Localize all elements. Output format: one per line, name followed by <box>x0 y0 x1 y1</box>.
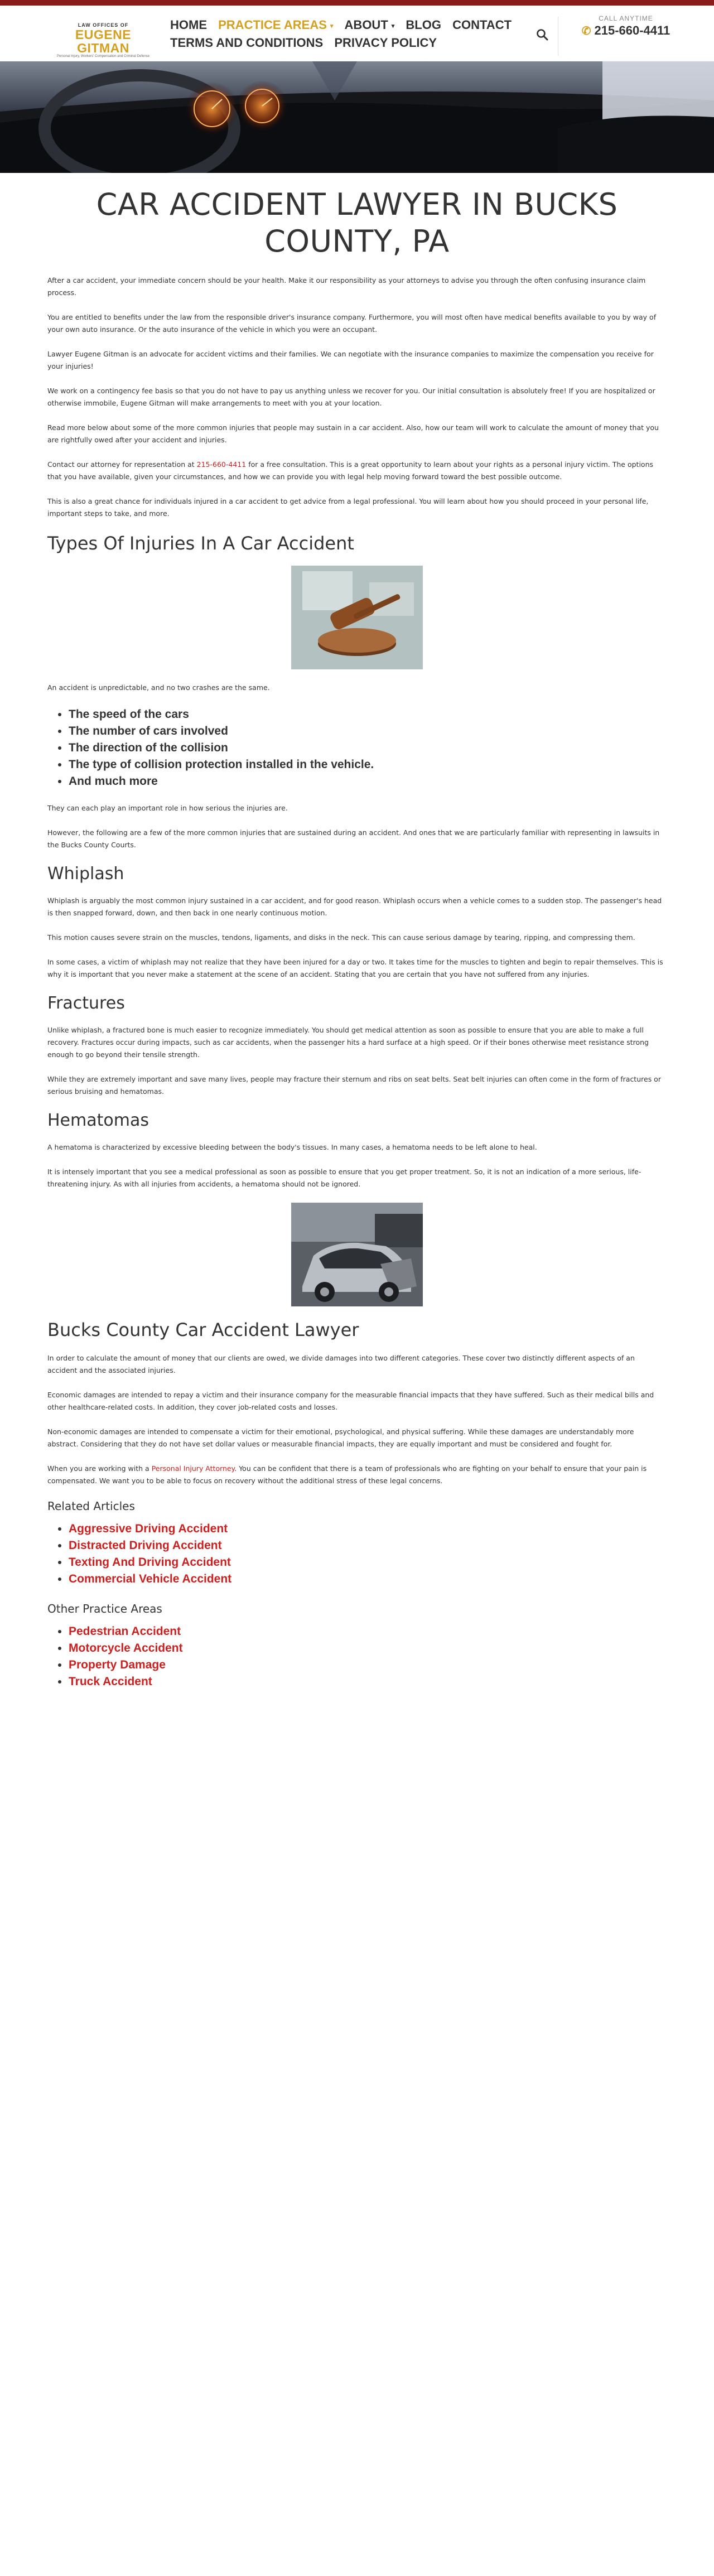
chance-paragraph: This is also a great chance for individuals injured in a car accident to get advice from a legal professional. You will learn about how you should proceed in your personal life, important steps to take, and more. <box>47 497 649 518</box>
header-phone-link[interactable] <box>570 22 682 40</box>
nav-privacy-policy[interactable]: PRIVACY POLICY <box>334 36 437 50</box>
list-item: • And much more <box>69 773 667 790</box>
chevron-down-icon: ▾ <box>391 22 395 30</box>
nav-about-label: ABOUT <box>344 18 388 32</box>
list-item <box>69 1571 667 1588</box>
logo-name: EUGENE GITMAN <box>75 27 132 55</box>
list-item <box>69 1554 667 1571</box>
intro-paragraph: Read more below about some of the more common injuries that people may sustain in a car accident. Also, how our team will work to calculate the amount of money that you are rightfully owed after your accident and injuries. <box>47 423 659 444</box>
page-title: CAR ACCIDENT LAWYER IN BUCKS COUNTY, PA <box>96 187 618 259</box>
practice-area-link[interactable]: Motorcycle Accident <box>69 1642 183 1654</box>
related-articles-list <box>47 1521 667 1588</box>
top-accent-bar <box>0 0 714 6</box>
fractures-paragraph: Unlike whiplash, a fractured bone is much easier to recognize immediately. You should get medical attention as soon as possible to ensure that you are able to make a full recovery. Fractures occur during impacts, such as car accidents, when the passenger hits a hard surface at a high speed. Or if their bones otherwise meet resistance strong enough to go beyond their tensile strength. <box>47 1026 649 1059</box>
list-item <box>69 1537 667 1554</box>
list-item: • The number of cars involved <box>69 723 667 740</box>
unpredictable-paragraph: An accident is unpredictable, and no two crashes are the same. <box>47 683 270 692</box>
nav-contact[interactable]: CONTACT <box>452 18 512 32</box>
types-of-injuries-heading: Types Of Injuries In A Car Accident <box>47 533 354 554</box>
bucks-county-heading: Bucks County Car Accident Lawyer <box>47 1319 359 1340</box>
call-box <box>570 15 682 40</box>
bucks-paragraph: Non-economic damages are intended to compensate a victim for their emotional, psychological, and physical suffering. While these damages are understandably more abstract. Considering that they do not have set dollar values or measurable financial impacts, they are equally important and must be considered and fought for. <box>47 1427 634 1448</box>
crashed-car-image <box>291 1203 423 1306</box>
list-item: • The type of collision protection installed in the vehicle. <box>69 756 667 773</box>
intro-paragraph: After a car accident, your immediate concern should be your health. Make it our responsibility as your attorneys to advise you through the often confusing insurance claim process. <box>47 276 646 297</box>
bucks-paragraph: Economic damages are intended to repay a victim and their insurance company for the measurable financial impacts that they have suffered. Such as their medical bills and other healthcare-related costs. In addition, they cover job-related costs and losses. <box>47 1391 654 1411</box>
phone-icon: ✆ <box>581 25 591 37</box>
contact-text-before: Contact our attorney for representation at <box>47 460 197 469</box>
call-anytime-label: CALL ANYTIME <box>599 15 653 22</box>
contact-paragraph <box>47 459 667 483</box>
other-practice-areas-list <box>47 1623 667 1690</box>
header-phone-number: 215-660-4411 <box>594 23 670 37</box>
hematomas-paragraph: It is intensely important that you see a medical professional as soon as possible to ensure that you get proper treatment. So, it is not an indication of a more serious, life-threatening injury. As with all injuries from accidents, a hematoma should not be ignored. <box>47 1168 641 1188</box>
gavel-image <box>291 566 423 669</box>
site-logo[interactable] <box>47 22 159 58</box>
hematomas-paragraph: A hematoma is characterized by excessive bleeding between the body's tissues. In many cases, a hematoma needs to be left alone to heal. <box>47 1143 537 1151</box>
search-button[interactable] <box>536 28 549 41</box>
whiplash-paragraph: In some cases, a victim of whiplash may not realize that they have been injured for a day or two. It takes time for the muscles to tighten and begin to repair themselves. This is why it is important that you never make a statement at the scene of an accident. Stating that you are certain that you have not suffered from any injuries. <box>47 958 663 978</box>
site-header <box>0 6 714 62</box>
contact-text-after: for a free consultation. This is a great opportunity to learn about your rights as a personal injury victim. The options that you have available, given your circumstances, and how we can provide you with legal help moving forward toward the best possible outcome. <box>47 460 654 481</box>
list-item: • The direction of the collision <box>69 740 667 756</box>
list-item <box>69 1673 667 1690</box>
related-article-link[interactable]: Texting And Driving Accident <box>69 1556 231 1569</box>
practice-area-link[interactable]: Pedestrian Accident <box>69 1625 181 1638</box>
main-content <box>47 173 667 1705</box>
chevron-down-icon: ▾ <box>330 22 334 30</box>
nav-practice-areas-label: PRACTICE AREAS <box>218 18 327 32</box>
whiplash-paragraph: Whiplash is arguably the most common injury sustained in a car accident, and for good reason. Whiplash occurs when a vehicle comes to a sudden stop. The passenger's head is then snapped forward, down, and then back in one nearly continuous motion. <box>47 896 662 917</box>
hero-banner-image <box>0 61 714 173</box>
related-article-link[interactable]: Distracted Driving Accident <box>69 1539 222 1552</box>
contact-phone-link[interactable]: 215-660-4411 <box>196 460 247 469</box>
personal-injury-attorney-link[interactable]: Personal Injury Attorney <box>151 1464 235 1473</box>
main-navigation <box>170 18 516 54</box>
working-text-after: . You can be confident that there is a team of professionals who are fighting on your behalf to ensure that your pain is compensated. We want you to be able to focus on recovery without the additional stress of these legal concerns. <box>47 1464 647 1485</box>
nav-practice-areas[interactable] <box>218 18 333 32</box>
list-item <box>69 1657 667 1673</box>
hematomas-heading: Hematomas <box>47 1111 149 1130</box>
nav-terms-and-conditions[interactable]: TERMS AND CONDITIONS <box>170 36 324 50</box>
related-articles-heading: Related Articles <box>47 1499 135 1513</box>
role-paragraph: They can each play an important role in how serious the injuries are. <box>47 804 288 812</box>
nav-blog[interactable]: BLOG <box>406 18 441 32</box>
nav-about[interactable] <box>345 18 395 32</box>
list-item <box>69 1521 667 1537</box>
common-injuries-paragraph: However, the following are a few of the more common injuries that are sustained during an accident. And ones that we are particularly familiar with representing in lawsuits in the Bucks County Courts. <box>47 828 660 849</box>
logo-tagline: Personal Injury, Workers' Compensation and Criminal Defense <box>57 55 149 58</box>
list-item <box>69 1640 667 1657</box>
bucks-paragraph: In order to calculate the amount of money that our clients are owed, we divide damages into two different categories. These cover two distinctly different aspects of an accident and the associated injuries. <box>47 1354 635 1374</box>
intro-paragraph: We work on a contingency fee basis so that you do not have to pay us anything unless we recover for you. Our initial consultation is absolutely free! If you are hospitalized or otherwise immobile, Eugene Gitman will make arrangements to meet with you at your location. <box>47 387 655 407</box>
nav-home[interactable]: HOME <box>170 18 207 32</box>
intro-paragraph: You are entitled to benefits under the law from the responsible driver's insurance company. Furthermore, you will most often have medical benefits available to you by way of your own auto insurance. Or the auto insurance of the vehicle in which you were an occupant. <box>47 313 657 334</box>
car-dashboard-illustration <box>0 61 714 173</box>
whiplash-paragraph: This motion causes severe strain on the muscles, tendons, ligaments, and disks in the neck. This can cause serious damage by tearing, ripping, and compressing them. <box>47 933 635 942</box>
other-practice-areas-heading: Other Practice Areas <box>47 1602 162 1615</box>
whiplash-heading: Whiplash <box>47 864 124 884</box>
practice-area-link[interactable]: Truck Accident <box>69 1675 152 1688</box>
fractures-heading: Fractures <box>47 993 125 1013</box>
working-paragraph <box>47 1463 667 1487</box>
related-article-link[interactable]: Commercial Vehicle Accident <box>69 1572 232 1585</box>
practice-area-link[interactable]: Property Damage <box>69 1658 166 1671</box>
search-icon <box>536 28 549 41</box>
list-item: • The speed of the cars <box>69 706 667 723</box>
related-article-link[interactable]: Aggressive Driving Accident <box>69 1522 228 1535</box>
list-item <box>69 1623 667 1640</box>
accident-factors-list <box>47 706 667 790</box>
intro-paragraph: Lawyer Eugene Gitman is an advocate for accident victims and their families. We can negotiate with the insurance companies to maximize the compensation you receive for your injuries! <box>47 350 654 370</box>
working-text-before: When you are working with a <box>47 1464 152 1473</box>
logo-small-text: LAW OFFICES OF <box>78 22 129 28</box>
fractures-paragraph: While they are extremely important and save many lives, people may fracture their sternum and ribs on seat belts. Seat belt injuries can often come in the form of fractures or serious bruising and hematomas. <box>47 1075 661 1096</box>
